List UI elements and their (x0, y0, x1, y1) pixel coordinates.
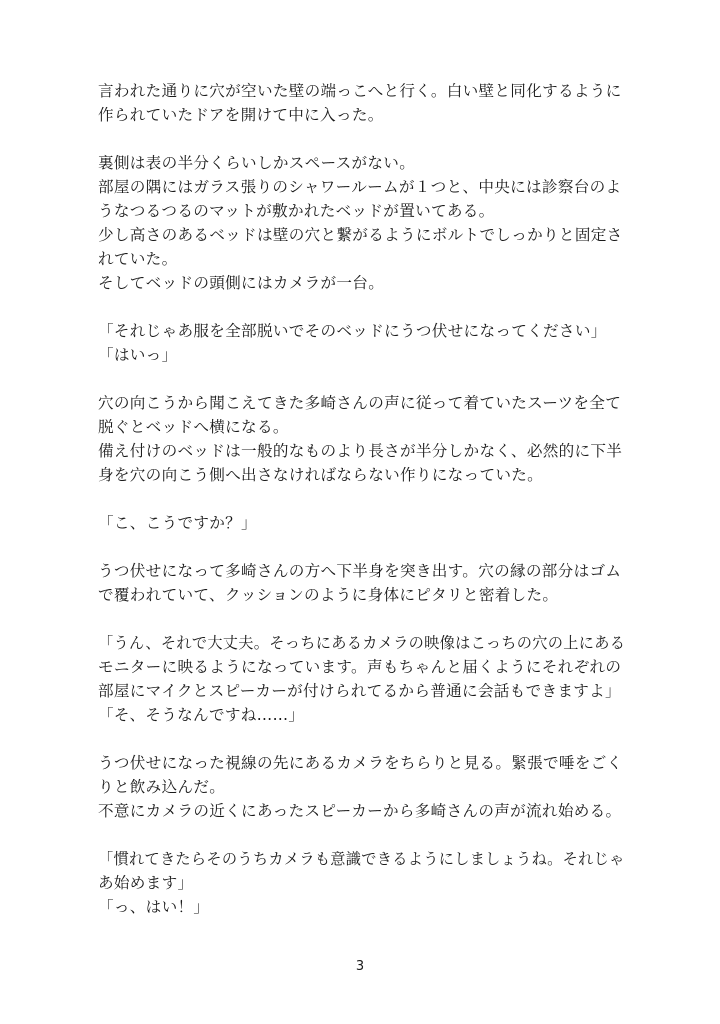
text-line: れていた。 (98, 250, 178, 268)
body-text (98, 79, 628, 919)
text-line: 裏側は表の半分くらいしかスペースがない。 (98, 154, 416, 172)
text-line: 「そ、そうなんですね……」 (98, 706, 305, 724)
blank-line (98, 295, 628, 319)
text-line: 少し高さのあるベッドは壁の穴と繋がるようにボルトでしっかりと固定さ (98, 226, 623, 244)
text-line: 言われた通りに穴が空いた壁の端っこへと行く。白い壁と同化するように (98, 82, 622, 100)
text-line: 穴の向こうから聞こえてきた多崎さんの声に従って着ていたスーツを全て (98, 394, 622, 412)
blank-line (98, 607, 628, 631)
text-line: 身を穴の向こう側へ出さなければならない作りになっていた。 (98, 466, 544, 484)
text-line: 「それじゃあ服を全部脱いでそのベッドにうつ伏せになってください」 (98, 322, 607, 340)
text-line: りと飲み込んだ。 (98, 778, 226, 796)
text-line: 備え付けのベッドは一般的なものより長さが半分しかなく、必然的に下半 (98, 442, 623, 460)
text-line: 部屋の隅にはガラス張りのシャワールームが１つと、中央には診察台のよ (98, 178, 622, 196)
text-line: 部屋にマイクとスピーカーが付けられてるから普通に会話もできますよ」 (98, 682, 621, 700)
page-number: 3 (355, 959, 365, 974)
text-line: うつ伏せになって多崎さんの方へ下半身を突き出す。穴の縁の部分はゴム (98, 562, 622, 580)
blank-line (98, 823, 628, 847)
blank-line (98, 535, 628, 559)
blank-line (98, 367, 628, 391)
text-line: 「うん、それで大丈夫。そっちにあるカメラの映像はこっちの穴の上にある (98, 634, 626, 652)
blank-line (98, 727, 628, 751)
text-line: 「こ、こうですか？」 (98, 514, 257, 532)
text-line: 作られていたドアを開けて中に入った。 (98, 106, 384, 124)
text-line: 不意にカメラの近くにあったスピーカーから多崎さんの声が流れ始める。 (98, 802, 622, 820)
blank-line (98, 127, 628, 151)
blank-line (98, 487, 628, 511)
text-line: モニターに映るようになっています。声もちゃんと届くようにそれぞれの (98, 658, 622, 676)
text-line: 「っ、はい！」 (98, 898, 210, 916)
text-line: 「はいっ」 (98, 346, 178, 364)
text-line: うつ伏せになった視線の先にあるカメラをちらりと見る。緊張で唾をごく (98, 754, 623, 772)
text-line: そしてベッドの頭側にはカメラが一台。 (98, 274, 385, 292)
text-line: 脱ぐとベッドへ横になる。 (98, 418, 289, 436)
text-line: 「慣れてきたらそのうちカメラも意識できるようにしましょうね。それじゃ (98, 850, 625, 868)
text-line: うなつるつるのマットが敷かれたベッドが置いてある。 (98, 202, 495, 220)
text-line: あ始めます」 (98, 874, 194, 892)
text-line: で覆われていて、クッションのように身体にピタリと密着した。 (98, 586, 559, 604)
